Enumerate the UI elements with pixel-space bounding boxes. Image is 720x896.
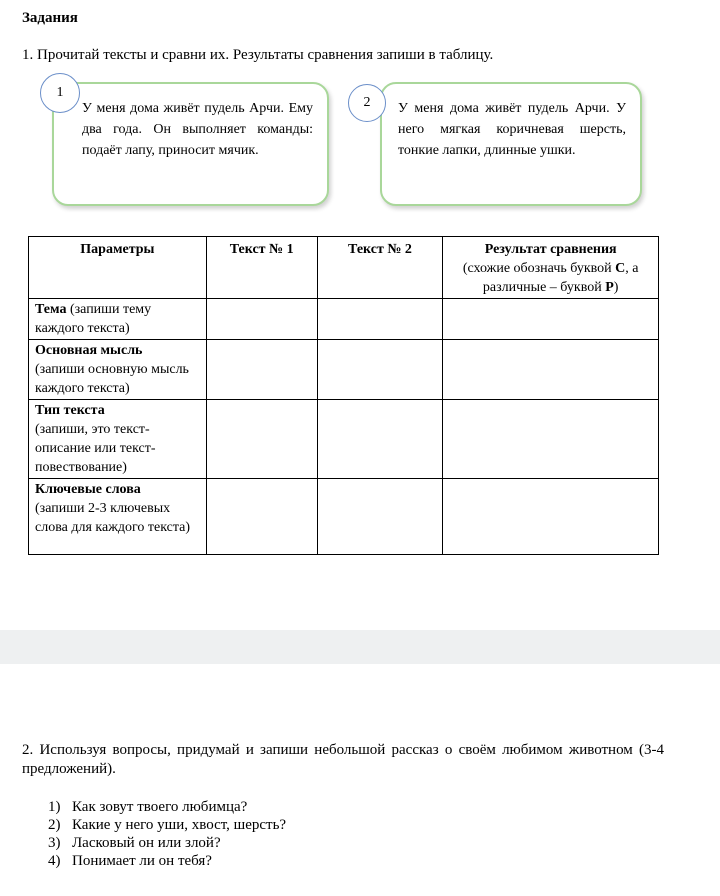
list-item: 1) Как зовут твоего любимца? — [48, 799, 248, 815]
text-card-1 — [52, 82, 329, 206]
row-param-cell: Тип текста (запиши, это текст-описание или текст-повествование) — [29, 400, 207, 479]
answer-cell[interactable] — [443, 340, 659, 400]
row-param-cell: Ключевые слова (запиши 2-3 ключевых слова для каждого текста) — [29, 479, 207, 555]
header-text1: Текст № 1 — [206, 237, 317, 299]
answer-cell[interactable] — [206, 340, 317, 400]
header-result-note: (схожие обозначь буквой С, а различные – буквой Р) — [462, 261, 639, 295]
text-card-1-content: У меня дома живёт пудель Арчи. Ему два года. Он выполняет команды: подаёт лапу, приносит мячик. — [82, 101, 313, 158]
list-item: 4) Понимает ли он тебя? — [48, 853, 212, 869]
answer-cell[interactable] — [317, 400, 443, 479]
header-text2: Текст № 2 — [317, 237, 443, 299]
task2-instruction: 2. Используя вопросы, придумай и запиши небольшой рассказ о своём любимом животном (3-4 предложений). — [22, 742, 664, 777]
text-number-badge-2: 2 — [348, 84, 386, 122]
answer-cell[interactable] — [317, 340, 443, 400]
question-list — [48, 798, 286, 870]
table-row — [29, 340, 659, 400]
comparison-table — [28, 236, 659, 555]
list-item: 3) Ласковый он или злой? — [48, 835, 221, 851]
task1-instruction: 1. Прочитай тексты и сравни их. Результаты сравнения запиши в таблицу. — [22, 47, 494, 63]
header-result-title: Результат сравнения — [484, 242, 617, 257]
answer-cell[interactable] — [206, 400, 317, 479]
text-card-2 — [380, 82, 642, 206]
answer-cell[interactable] — [206, 479, 317, 555]
answer-cell[interactable] — [317, 299, 443, 340]
answer-cell[interactable] — [443, 479, 659, 555]
header-result — [443, 237, 659, 299]
page-heading: Задания — [22, 10, 78, 26]
table-row — [29, 299, 659, 340]
text-number-badge-1: 1 — [40, 73, 80, 113]
row-param-cell: Основная мысль (запиши основную мысль каждого текста) — [29, 340, 207, 400]
table-header-row — [29, 237, 659, 299]
list-item: 2) Какие у него уши, хвост, шерсть? — [48, 817, 287, 833]
page-divider-band — [0, 630, 720, 664]
row-param-cell: Тема (запиши тему каждого текста) — [29, 299, 207, 340]
answer-cell[interactable] — [317, 479, 443, 555]
text-card-2-content: У меня дома живёт пудель Арчи. У него мягкая коричневая шерсть, тонкие лапки, длинные ушки. — [398, 101, 626, 158]
answer-cell[interactable] — [443, 299, 659, 340]
header-params: Параметры — [29, 237, 207, 299]
table-row — [29, 479, 659, 555]
table-row — [29, 400, 659, 479]
answer-cell[interactable] — [206, 299, 317, 340]
answer-cell[interactable] — [443, 400, 659, 479]
